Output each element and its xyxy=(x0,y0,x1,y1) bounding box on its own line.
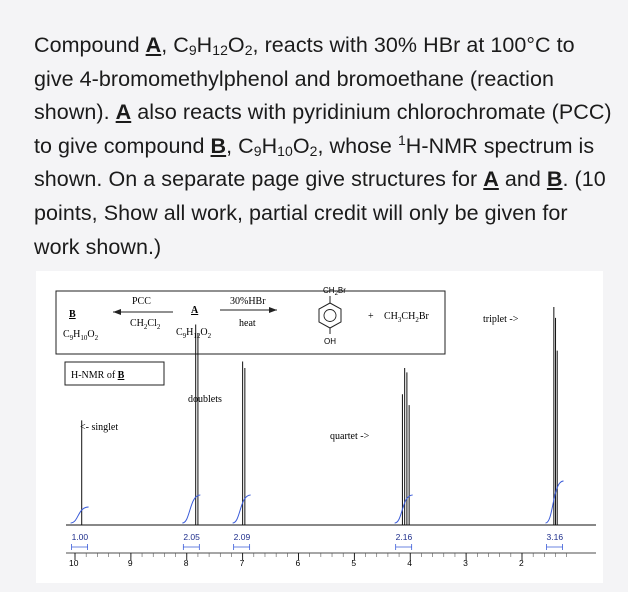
spectrum-title: H-NMR of B xyxy=(71,370,125,381)
question-segment: . (10 points, Show all work, partial credit will only be given for work shown.) xyxy=(34,167,606,259)
formula-b: $C_9H_{10}O_2$ xyxy=(238,133,318,159)
integral-curve xyxy=(546,481,564,523)
integral-label: 3.16 xyxy=(546,532,564,542)
question-segment: and xyxy=(498,167,547,192)
x-tick-label: 7 xyxy=(239,558,245,568)
x-tick-label: 4 xyxy=(407,558,412,568)
scheme-heat: heat xyxy=(239,318,256,329)
doublets-annotation: doublets xyxy=(188,394,222,405)
formula-a: $C_9H_{12}O_2$ xyxy=(173,33,253,58)
products-text: 4-bromomethylphenol and bromoethane xyxy=(79,66,464,91)
scheme-pcc: PCC xyxy=(132,296,151,307)
compound-a-label: A xyxy=(483,167,499,192)
integral-label: 1.00 xyxy=(71,532,89,542)
integral-curve xyxy=(233,495,251,523)
x-tick-label: 8 xyxy=(183,558,189,568)
scheme-plus: + xyxy=(368,311,374,322)
question-segment: , reacts with xyxy=(252,33,374,57)
question-segment: , xyxy=(226,133,239,158)
integral-curve xyxy=(395,495,413,523)
question-segment: H-NMR spectrum is shown. On a separate page give structures for xyxy=(34,133,595,192)
compound-b-label: B xyxy=(546,167,563,192)
question-segment: also reacts with pyridinium chlorochromate (PCC) to give compound xyxy=(34,100,612,158)
bromomethylphenol-structure xyxy=(319,286,346,346)
question-segment: , whose xyxy=(317,133,398,158)
x-tick-label: 3 xyxy=(463,558,468,568)
question-text xyxy=(34,29,614,264)
integral-curve xyxy=(71,507,89,523)
scheme-ch2cl2: $CH_2Cl_2$ xyxy=(130,318,161,331)
scheme-hbr: 30%HBr xyxy=(230,296,266,307)
ch2br-label: $CH_2Br$ xyxy=(323,286,346,297)
x-tick-label: 5 xyxy=(351,558,357,568)
benzene-ring xyxy=(319,303,341,328)
scheme-ethyl-bromide: $CH_3CH_2Br$ xyxy=(384,311,429,324)
hbr-arrow xyxy=(220,307,277,313)
x-tick-label: 10 xyxy=(69,558,79,568)
nmr-figure xyxy=(36,271,603,583)
question-segment: (reaction shown). xyxy=(34,66,555,125)
figure-canvas xyxy=(36,271,603,583)
nmr-superscript: 1 xyxy=(397,131,406,148)
pcc-arrow xyxy=(113,309,173,315)
question-segment: to give xyxy=(34,33,575,91)
oh-label: OH xyxy=(324,337,336,346)
x-tick-label: 9 xyxy=(127,558,133,568)
question-segment: , xyxy=(161,33,174,57)
scheme-b-formula: $C_9H_{10}O_2$ xyxy=(63,329,99,342)
compound-a-label: A xyxy=(115,100,132,125)
spectrum-title-b: B xyxy=(117,370,125,381)
compound-b-label: B xyxy=(210,133,227,158)
question-segment: Compound xyxy=(34,33,146,57)
integral-label: 2.05 xyxy=(183,532,200,542)
singlet-annotation: <- singlet xyxy=(80,422,119,433)
triplet-annotation: triplet -> xyxy=(483,314,519,325)
x-tick-label: 6 xyxy=(295,558,301,568)
scheme-a-label: A xyxy=(191,305,199,316)
scheme-a-formula: $C_9H_{12}O_2$ xyxy=(176,327,212,340)
integral-label: 2.16 xyxy=(395,532,413,542)
x-tick-label: 2 xyxy=(519,558,524,568)
quartet-annotation: quartet -> xyxy=(330,431,370,442)
reagent-text: 30% HBr at 100°C xyxy=(373,33,551,57)
integral-label: 2.09 xyxy=(233,532,251,542)
compound-a-label: A xyxy=(145,33,162,57)
scheme-b-label: B xyxy=(69,309,76,320)
